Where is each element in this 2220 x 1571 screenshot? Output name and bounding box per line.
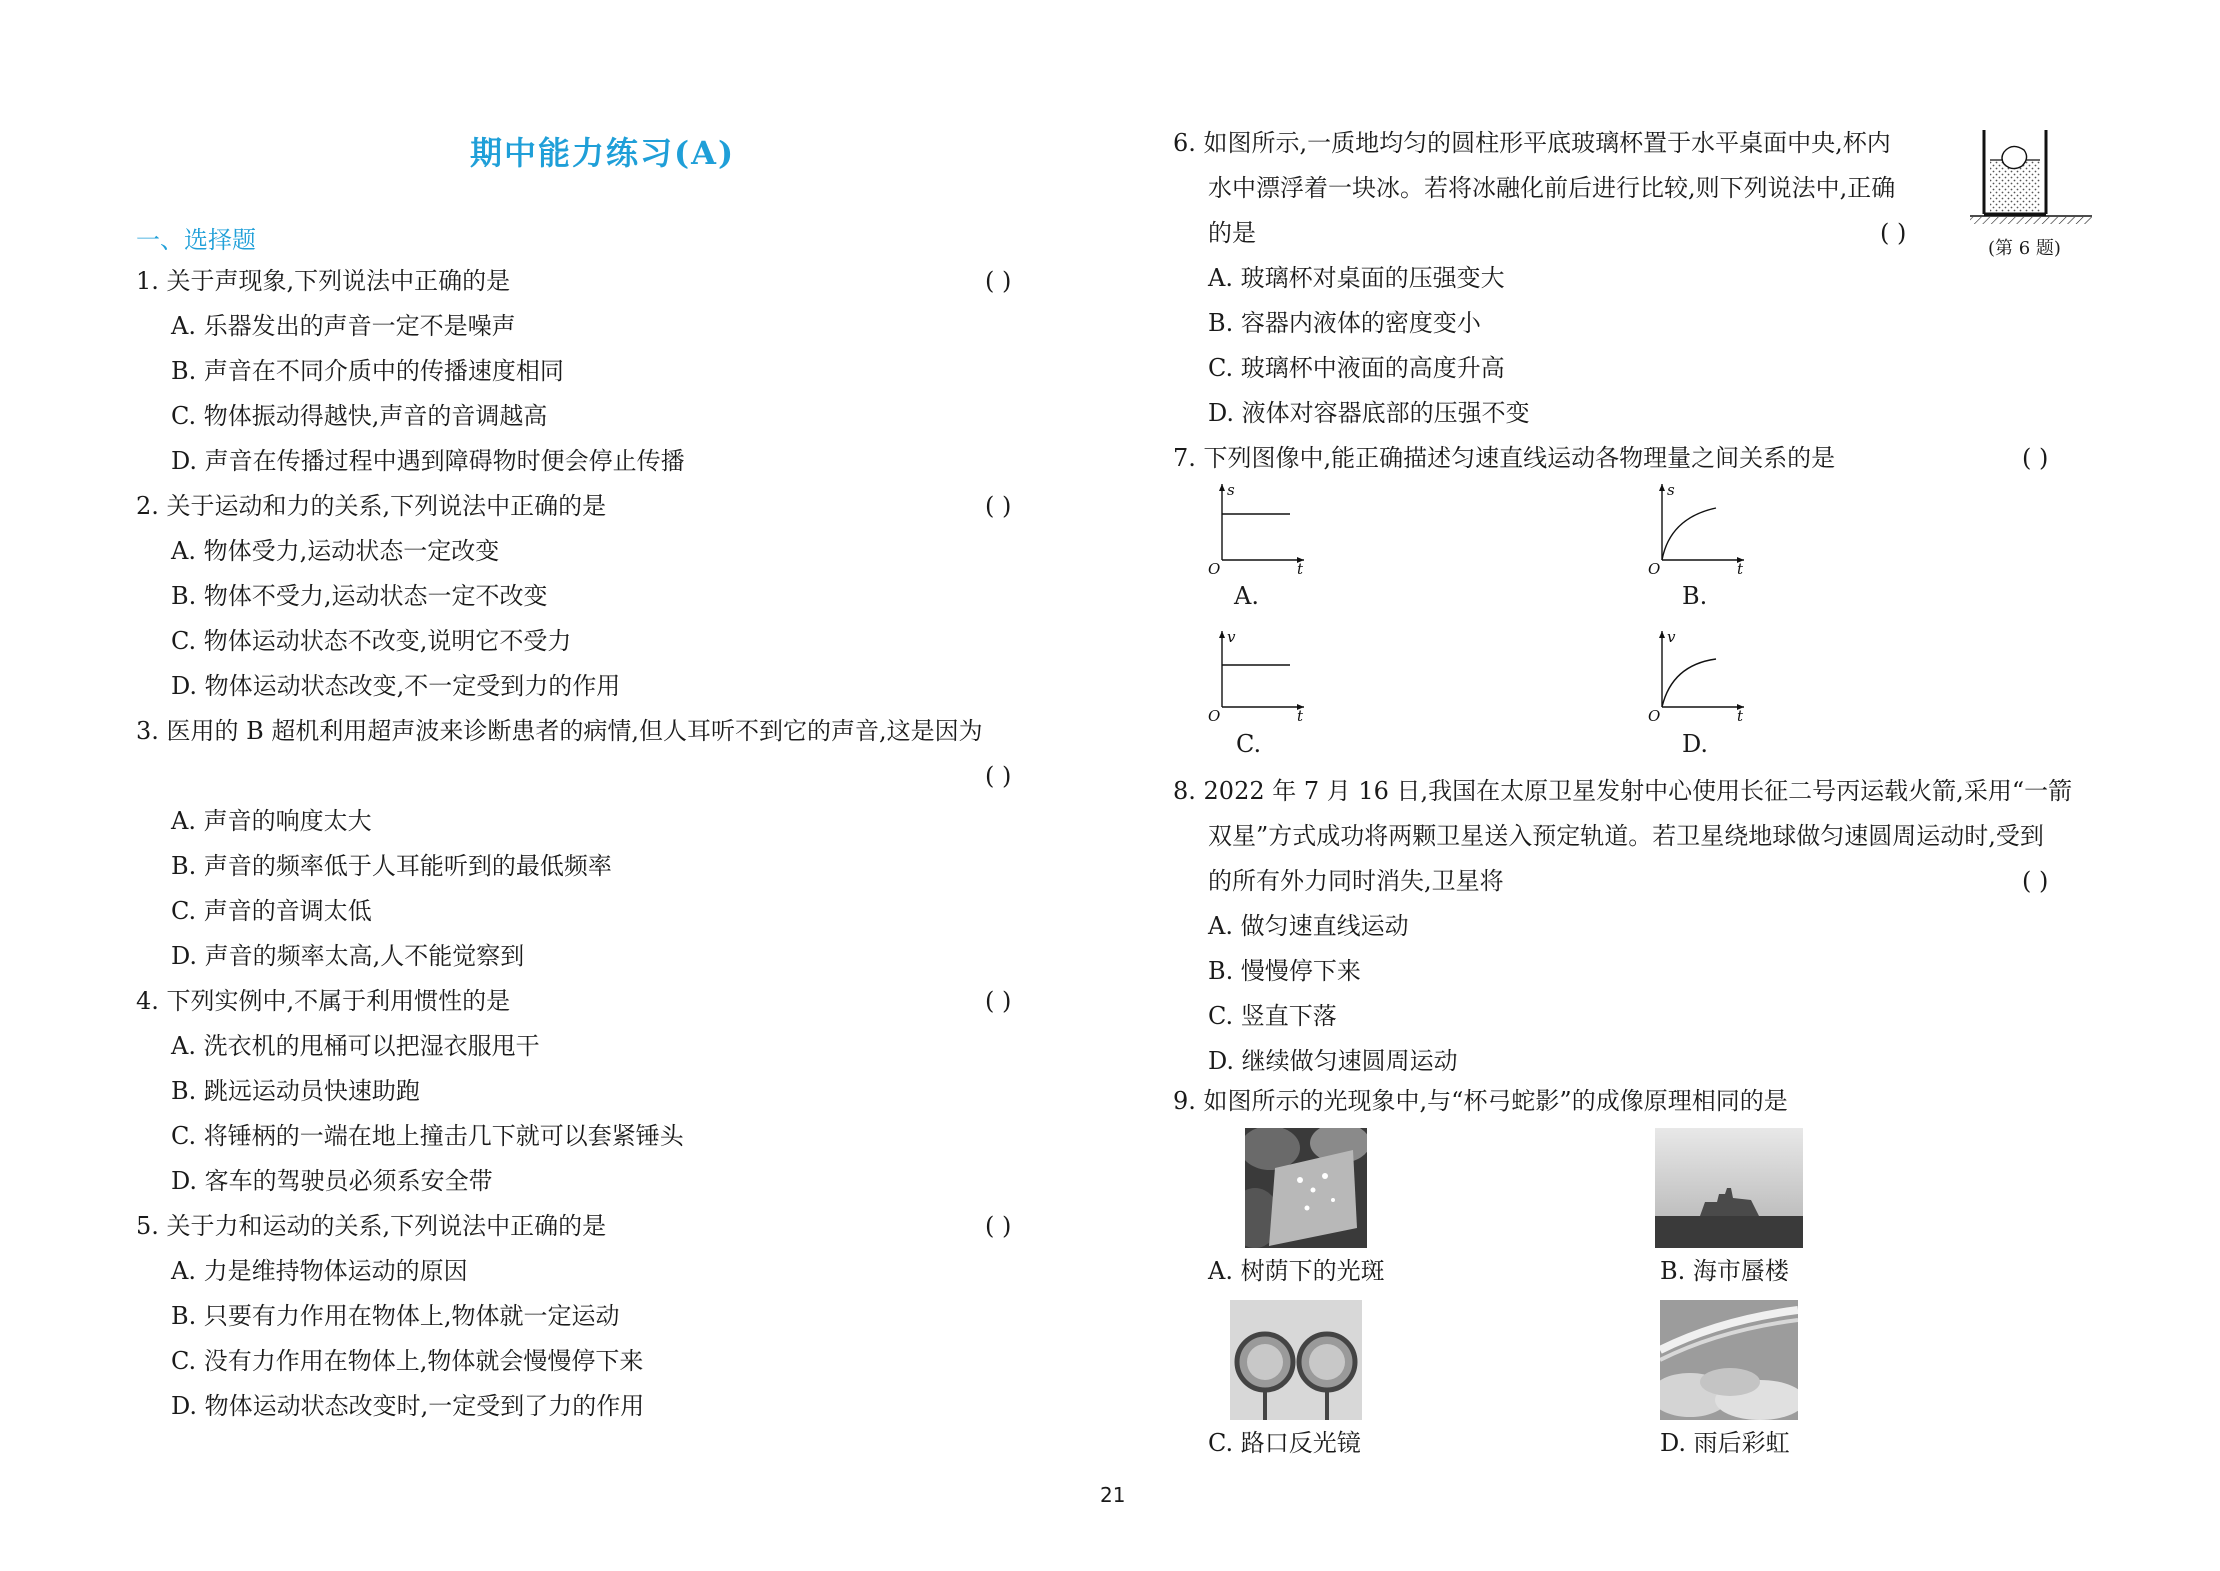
section-heading: 一、选择题: [136, 226, 256, 254]
q4-stem: 4. 下列实例中,不属于利用惯性的是: [136, 987, 511, 1015]
q4-option-b: B. 跳远运动员快速助跑: [171, 1077, 420, 1105]
graph-a-label: A.: [1234, 582, 1259, 610]
q9-option-b: B. 海市蜃楼: [1660, 1257, 1789, 1285]
q3-option-c: C. 声音的音调太低: [171, 897, 372, 925]
q8-option-d: D. 继续做匀速圆周运动: [1208, 1047, 1458, 1075]
q9-stem: 9. 如图所示的光现象中,与“杯弓蛇影”的成像原理相同的是: [1173, 1087, 1788, 1115]
q6-option-c: C. 玻璃杯中液面的高度升高: [1208, 354, 1505, 382]
q8-stem-line3: 的所有外力同时消失,卫星将: [1208, 867, 1504, 895]
origin-label: O: [1648, 707, 1661, 721]
q1-option-b: B. 声音在不同介质中的传播速度相同: [171, 357, 564, 385]
q1-option-d: D. 声音在传播过程中遇到障碍物时便会停止传播: [171, 447, 685, 475]
axis-t-label: t: [1737, 560, 1744, 574]
q1-option-a: A. 乐器发出的声音一定不是噪声: [171, 312, 516, 340]
q1-stem: 1. 关于声现象,下列说法中正确的是: [136, 267, 511, 295]
axis-v-label: v: [1227, 628, 1236, 646]
q6-option-a: A. 玻璃杯对桌面的压强变大: [1208, 264, 1505, 292]
q4-option-c: C. 将锤柄的一端在地上撞击几下就可以套紧锤头: [171, 1122, 684, 1150]
axis-t-label: t: [1297, 707, 1304, 721]
q3-option-a: A. 声音的响度太大: [171, 807, 372, 835]
photo-mirage: [1655, 1128, 1803, 1248]
q5-option-c: C. 没有力作用在物体上,物体就会慢慢停下来: [171, 1347, 644, 1375]
q5-option-d: D. 物体运动状态改变时,一定受到了力的作用: [171, 1392, 645, 1420]
origin-label: O: [1648, 560, 1661, 574]
q8-stem-line1: 8. 2022 年 7 月 16 日,我国在太原卫星发射中心使用长征二号丙运载火箭,采用“一箭: [1173, 777, 2073, 805]
q4-answer-paren[interactable]: ( ): [985, 987, 1012, 1015]
photo-rainbow: [1660, 1300, 1798, 1420]
q7-stem: 7. 下列图像中,能正确描述匀速直线运动各物理量之间关系的是: [1173, 444, 1836, 472]
q8-stem-line2: 双星”方式成功将两颗卫星送入预定轨道。若卫星绕地球做匀速圆周运动时,受到: [1208, 822, 2044, 850]
axis-t-label: t: [1297, 560, 1304, 574]
q4-option-a: A. 洗衣机的甩桶可以把湿衣服甩干: [171, 1032, 540, 1060]
page-number: 21: [1100, 1483, 1126, 1507]
q8-option-b: B. 慢慢停下来: [1208, 957, 1361, 985]
graph-b-label: B.: [1682, 582, 1708, 610]
q8-answer-paren[interactable]: ( ): [2022, 867, 2049, 895]
origin-label: O: [1208, 560, 1221, 574]
graph-d-label: D.: [1682, 730, 1709, 758]
q5-option-a: A. 力是维持物体运动的原因: [171, 1257, 468, 1285]
q1-option-c: C. 物体振动得越快,声音的音调越高: [171, 402, 548, 430]
q8-option-a: A. 做匀速直线运动: [1208, 912, 1409, 940]
q9-option-d: D. 雨后彩虹: [1660, 1429, 1790, 1457]
q9-option-a: A. 树荫下的光斑: [1208, 1257, 1385, 1285]
q5-option-b: B. 只要有力作用在物体上,物体就一定运动: [171, 1302, 620, 1330]
axis-s-label: s: [1227, 481, 1235, 499]
photo-tree-shade-light-spots: [1245, 1128, 1367, 1248]
q4-option-d: D. 客车的驾驶员必须系安全带: [171, 1167, 493, 1195]
glass-cup-figure: [1968, 128, 2094, 228]
q2-option-b: B. 物体不受力,运动状态一定不改变: [171, 582, 548, 610]
graph-c-v-t: [1200, 625, 1310, 721]
q6-answer-paren[interactable]: ( ): [1880, 219, 1907, 247]
graph-c-label: C.: [1236, 730, 1262, 758]
q8-option-c: C. 竖直下落: [1208, 1002, 1337, 1030]
q3-option-b: B. 声音的频率低于人耳能听到的最低频率: [171, 852, 612, 880]
q6-figure-caption: (第 6 题): [1988, 238, 2061, 259]
q2-answer-paren[interactable]: ( ): [985, 492, 1012, 520]
q6-option-d: D. 液体对容器底部的压强不变: [1208, 399, 1530, 427]
graph-a-s-t: [1200, 478, 1310, 574]
q2-option-d: D. 物体运动状态改变,不一定受到力的作用: [171, 672, 621, 700]
q1-answer-paren[interactable]: ( ): [985, 267, 1012, 295]
q3-stem: 3. 医用的 B 超机利用超声波来诊断患者的病情,但人耳听不到它的声音,这是因为: [136, 717, 983, 745]
graph-b-s-t: [1640, 478, 1750, 574]
q3-option-d: D. 声音的频率太高,人不能觉察到: [171, 942, 525, 970]
q5-answer-paren[interactable]: ( ): [985, 1212, 1012, 1240]
q2-option-a: A. 物体受力,运动状态一定改变: [171, 537, 500, 565]
q5-stem: 5. 关于力和运动的关系,下列说法中正确的是: [136, 1212, 607, 1240]
q6-stem-line3: 的是: [1208, 219, 1256, 247]
graph-d-v-t: [1640, 625, 1750, 721]
q6-option-b: B. 容器内液体的密度变小: [1208, 309, 1481, 337]
q2-option-c: C. 物体运动状态不改变,说明它不受力: [171, 627, 572, 655]
axis-s-label: s: [1667, 481, 1675, 499]
axis-t-label: t: [1737, 707, 1744, 721]
origin-label: O: [1208, 707, 1221, 721]
page-title: 期中能力练习(A): [470, 134, 736, 172]
photo-road-mirror: [1230, 1300, 1362, 1420]
q6-stem-line2: 水中漂浮着一块冰。若将冰融化前后进行比较,则下列说法中,正确: [1208, 174, 1896, 202]
q7-answer-paren[interactable]: ( ): [2022, 444, 2049, 472]
q3-answer-paren[interactable]: ( ): [985, 762, 1012, 790]
q6-stem-line1: 6. 如图所示,一质地均匀的圆柱形平底玻璃杯置于水平桌面中央,杯内: [1173, 129, 1891, 157]
axis-v-label: v: [1667, 628, 1676, 646]
q9-option-c: C. 路口反光镜: [1208, 1429, 1361, 1457]
q2-stem: 2. 关于运动和力的关系,下列说法中正确的是: [136, 492, 607, 520]
